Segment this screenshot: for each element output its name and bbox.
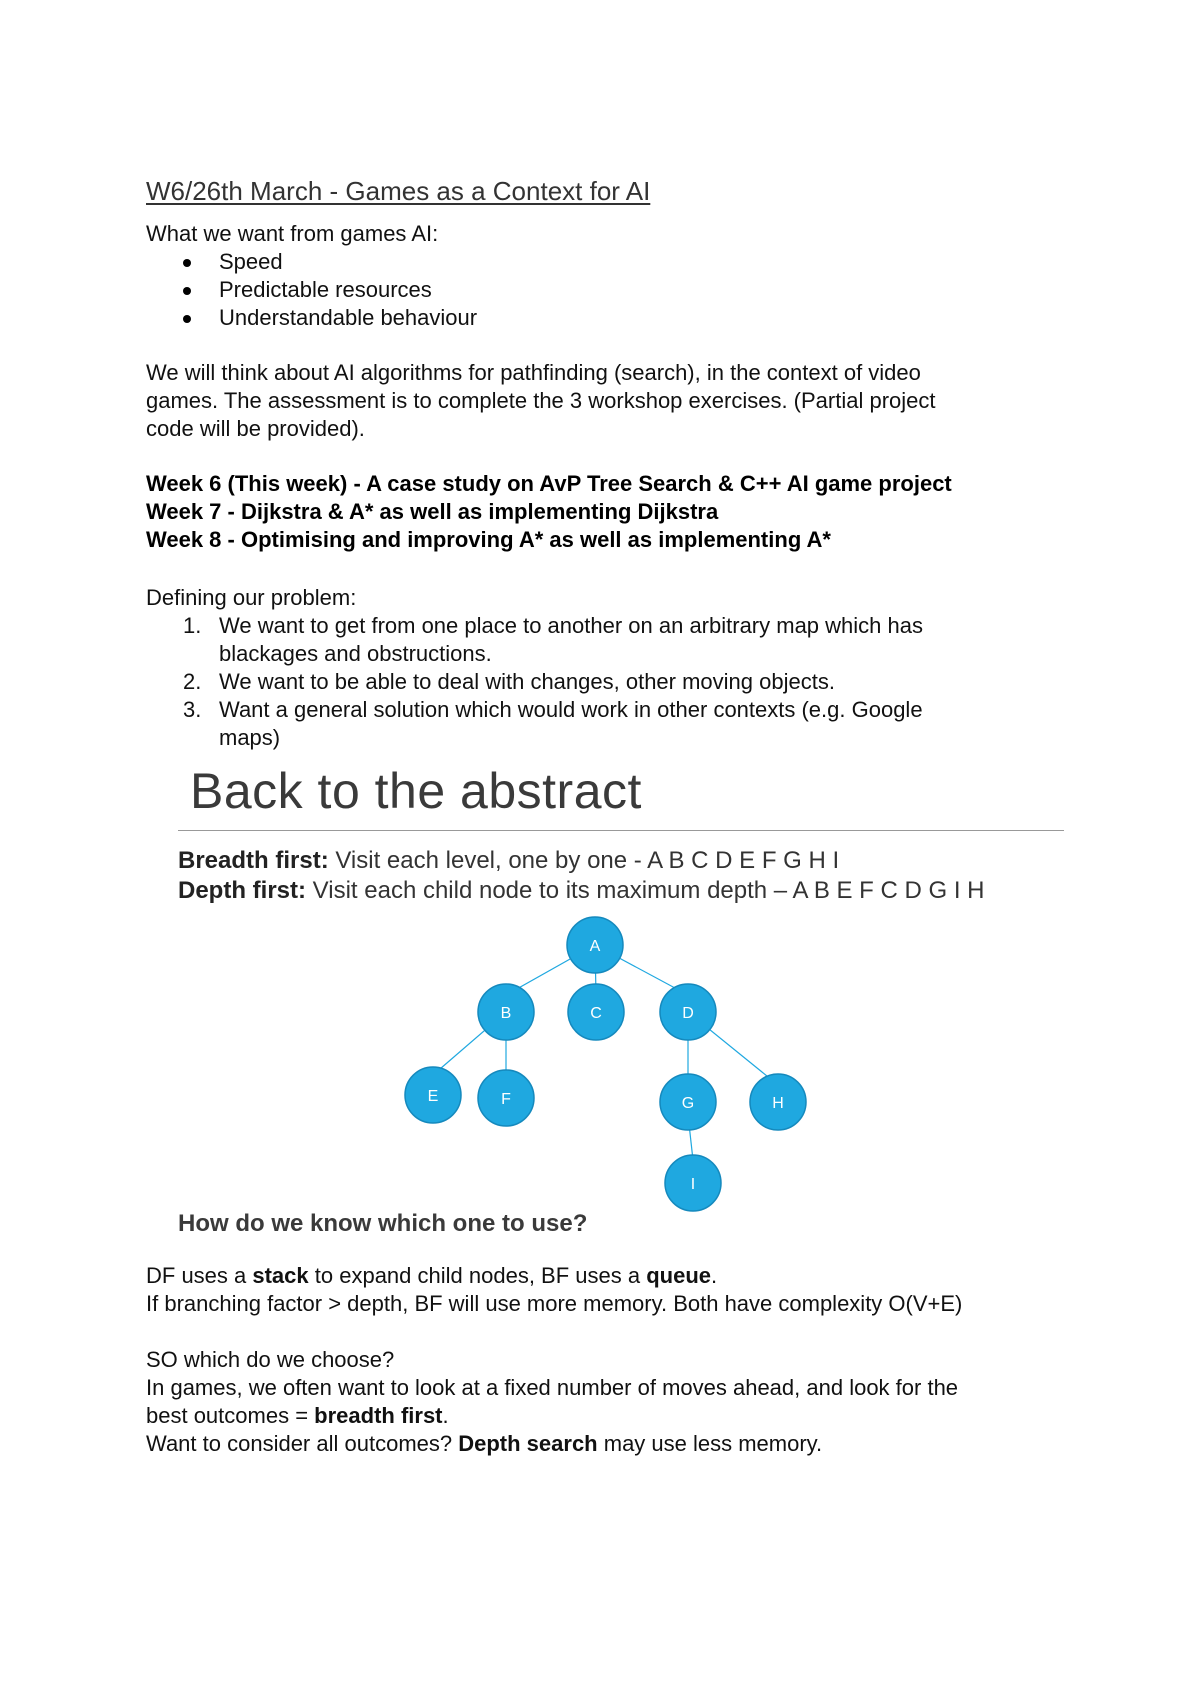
tree-nodes [405, 917, 806, 1211]
breadth-first-line [178, 846, 839, 876]
intro-text: What we want from games AI: [146, 221, 439, 246]
text-run: to expand child nodes, BF uses a [308, 1263, 647, 1288]
games-line-2 [146, 1402, 449, 1430]
list-item [146, 668, 1046, 696]
list-line: We want to get from one place to another on an arbitrary map which has [219, 613, 923, 638]
slide-title: Back to the abstract [190, 763, 642, 819]
tree-edges [433, 945, 778, 1160]
page-title: W6/26th March - Games as a Context for AI [146, 176, 651, 206]
week-line: Week 7 - Dijkstra & A* as well as implementing Dijkstra [146, 499, 719, 524]
slide-question: How do we know which one to use? [178, 1210, 588, 1237]
list-line: blackages and obstructions. [219, 641, 492, 666]
list-item [146, 696, 1046, 752]
queue-term: queue [646, 1263, 711, 1288]
tree-node-f [478, 1070, 534, 1126]
breadth-first-term: breadth first [314, 1403, 443, 1428]
list-line: maps) [219, 725, 281, 750]
games-line: In games, we often want to look at a fixed number of moves ahead, and look for the [146, 1375, 959, 1400]
depth-search-term: Depth search [458, 1431, 598, 1456]
list-number: 3. [183, 697, 202, 722]
branching-line: If branching factor > depth, BF will use more memory. Both have complexity O(V+E) [146, 1291, 963, 1316]
week-line: Week 8 - Optimising and improving A* as well as implementing A* [146, 527, 831, 552]
list-item: Understandable behaviour [146, 304, 477, 332]
list-number: 1. [183, 613, 202, 638]
tree-node-c [568, 984, 624, 1040]
node-label: A [589, 938, 601, 955]
text-run: DF uses a [146, 1263, 253, 1288]
week-line: Week 6 (This week) - A case study on AvP Tree Search & C++ AI game project [146, 471, 952, 496]
node-label: C [590, 1005, 602, 1022]
list-item: Predictable resources [146, 276, 477, 304]
node-label: B [500, 1005, 512, 1022]
tree-node-e [405, 1067, 461, 1123]
breadth-first-text: Visit each level, one by one - A B C D E F G H I [328, 847, 840, 874]
df-bf-line [146, 1262, 717, 1290]
tree-node-a [567, 917, 623, 973]
breadth-first-label: Breadth first: [178, 847, 329, 874]
so-which-line: SO which do we choose? [146, 1347, 395, 1372]
node-label: F [501, 1091, 511, 1108]
tree-node-g [660, 1074, 716, 1130]
depth-first-line [178, 876, 985, 906]
paragraph-line: We will think about AI algorithms for pathfinding (search), in the context of video [146, 360, 921, 385]
tree-node-i [665, 1155, 721, 1211]
paragraph-line: games. The assessment is to complete the 3 workshop exercises. (Partial project [146, 388, 936, 413]
list-number: 2. [183, 669, 202, 694]
node-label: H [772, 1095, 784, 1112]
slide-divider [178, 830, 1064, 831]
text-run: . [442, 1403, 449, 1428]
text-run: Want to consider all outcomes? [146, 1431, 459, 1456]
list-item [146, 612, 1046, 668]
problem-intro: Defining our problem: [146, 585, 357, 610]
depth-first-label: Depth first: [178, 877, 306, 904]
wants-list [146, 248, 477, 332]
node-label: D [682, 1005, 694, 1022]
text-run: best outcomes = [146, 1403, 315, 1428]
node-label: G [681, 1095, 695, 1112]
stack-term: stack [252, 1263, 309, 1288]
text-run: may use less memory. [597, 1431, 823, 1456]
problem-list [146, 612, 1046, 752]
list-line: We want to be able to deal with changes, other moving objects. [219, 669, 835, 694]
depth-first-text: Visit each child node to its maximum depth – A B E F C D G I H [306, 877, 985, 904]
list-line: Want a general solution which would work in other contexts (e.g. Google [219, 697, 923, 722]
list-item: Speed [146, 248, 477, 276]
tree-node-d [660, 984, 716, 1040]
tree-node-b [478, 984, 534, 1040]
tree-node-h [750, 1074, 806, 1130]
node-label: E [427, 1088, 439, 1105]
consider-line [146, 1430, 822, 1458]
tree-diagram [380, 905, 820, 1215]
text-run: . [711, 1263, 718, 1288]
paragraph-line: code will be provided). [146, 416, 365, 441]
node-label: I [690, 1176, 696, 1193]
